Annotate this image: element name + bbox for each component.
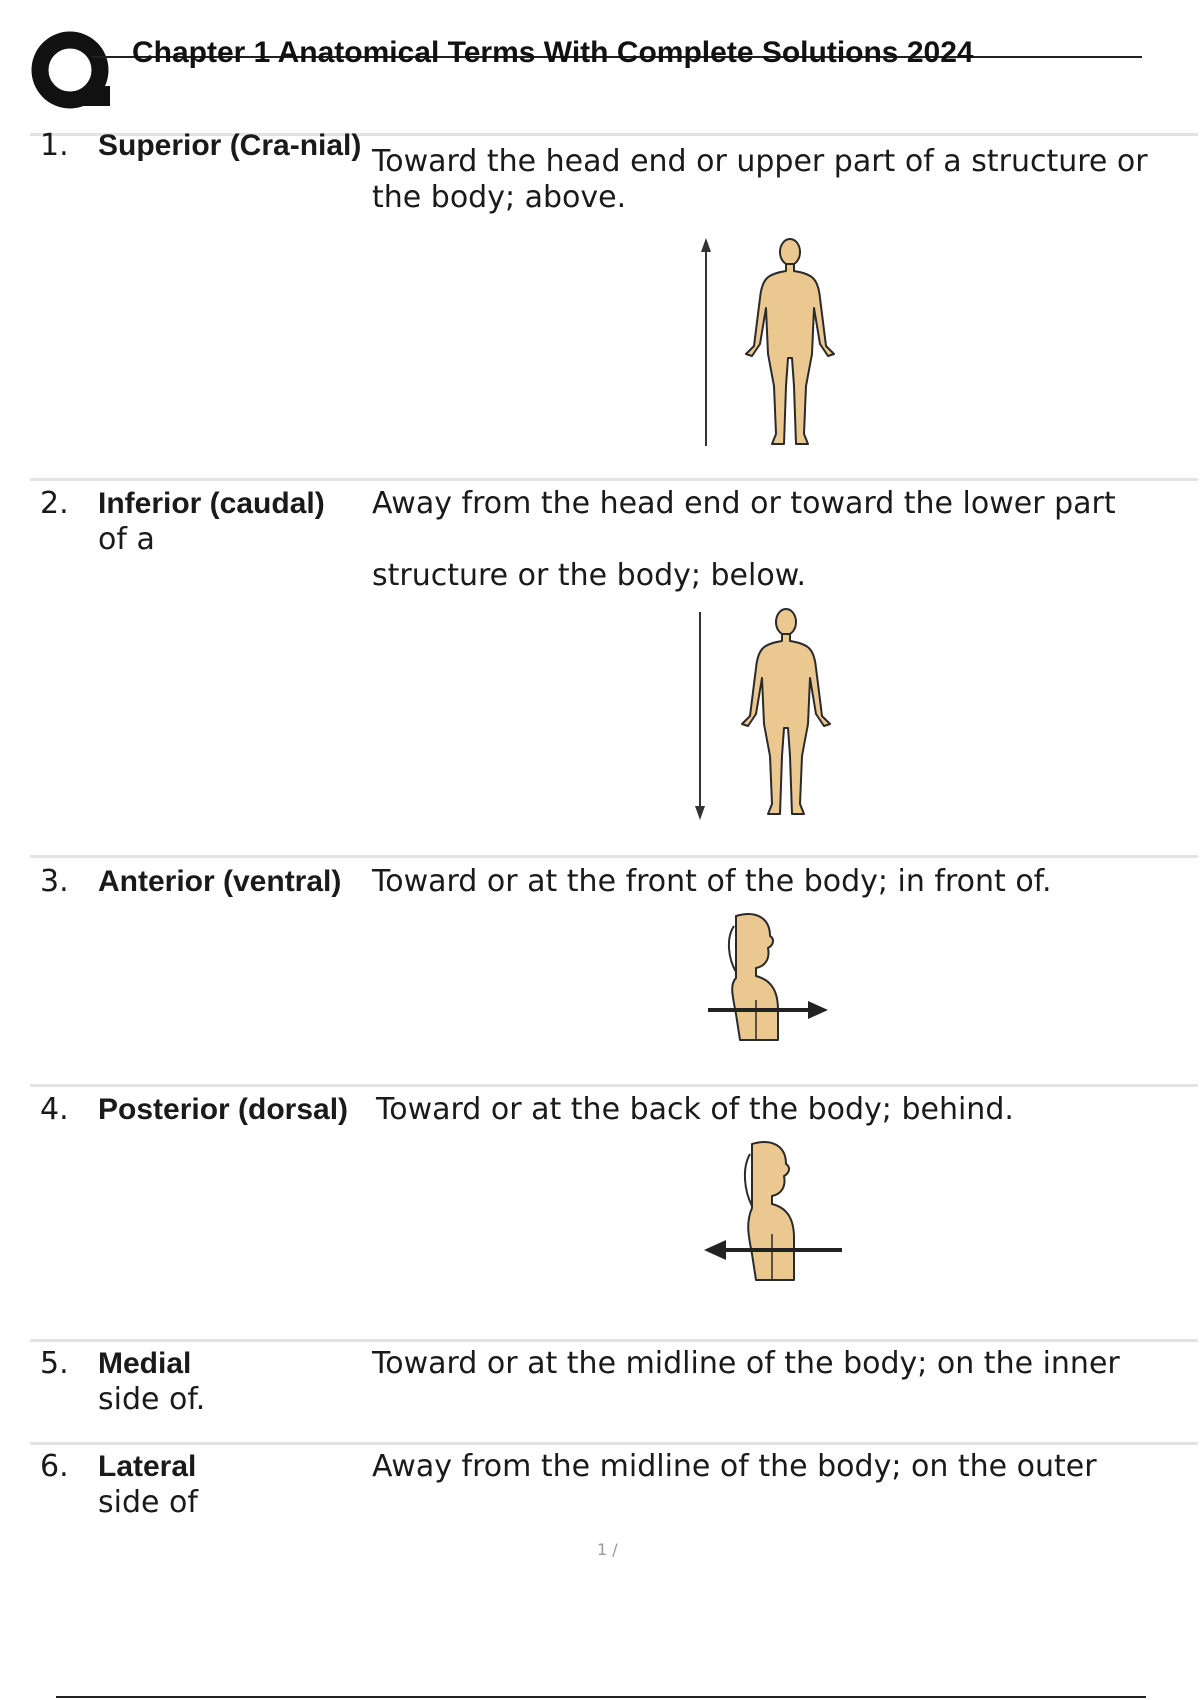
entry-term xyxy=(98,864,370,900)
term-label: Lateral xyxy=(98,1450,197,1483)
full-body-arrow-down xyxy=(684,604,844,826)
entry-number: 4. xyxy=(40,1092,69,1127)
row-divider xyxy=(30,1339,1198,1342)
entry-term xyxy=(98,1092,370,1128)
entry-number: 5. xyxy=(40,1346,69,1381)
term-label: Anterior (ventral) xyxy=(98,865,342,898)
term-label: Medial xyxy=(98,1347,192,1380)
full-body-arrow-up xyxy=(690,236,850,452)
entry-definition: Toward or at the back of the body; behind. xyxy=(376,1092,1014,1127)
entry-definition: Away from the head end or toward the lower part xyxy=(372,486,1116,521)
entry-term xyxy=(98,1346,370,1418)
page-number: 1 / xyxy=(597,1540,618,1559)
term-label: Superior (Cra-nial) xyxy=(98,129,362,162)
entry-term xyxy=(98,128,370,164)
entry-definition: Toward or at the front of the body; in front of. xyxy=(372,864,1052,899)
bust-arrow-forward xyxy=(704,910,834,1044)
entry-number: 3. xyxy=(40,864,69,899)
entry-number: 1. xyxy=(40,128,69,163)
row-divider xyxy=(30,855,1198,858)
entry-number: 6. xyxy=(40,1449,69,1484)
footer-rule xyxy=(56,1696,1146,1698)
entry-definition-continued: structure or the body; below. xyxy=(372,558,807,593)
entry-term xyxy=(98,1449,370,1521)
term-tail: side of. xyxy=(98,1382,206,1417)
entry-definition: Toward the head end or upper part of a structure or the body; above. xyxy=(372,144,1148,215)
entry-definition: Away from the midline of the body; on the outer xyxy=(372,1449,1097,1484)
entry-definition: Toward or at the midline of the body; on the inner xyxy=(372,1346,1120,1381)
row-divider xyxy=(30,1442,1198,1445)
term-label: Inferior (caudal) xyxy=(98,487,325,520)
row-divider xyxy=(30,478,1198,481)
bust-arrow-backward xyxy=(700,1138,844,1284)
q-logo-icon xyxy=(30,30,112,110)
entry-term xyxy=(98,486,370,558)
row-divider xyxy=(30,1084,1198,1087)
entry-number: 2. xyxy=(40,486,69,521)
term-tail: side of xyxy=(98,1485,198,1520)
term-label: Posterior (dorsal) xyxy=(98,1093,349,1126)
term-tail: of a xyxy=(98,522,155,557)
document-title: Chapter 1 Anatomical Terms With Complete Solutions 2024 xyxy=(132,36,974,69)
